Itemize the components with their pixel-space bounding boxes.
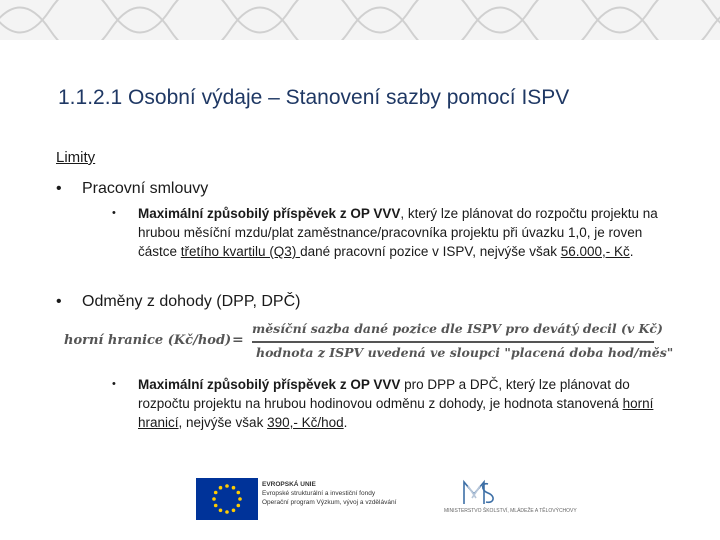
emphasis-text: Maximální způsobilý příspěvek z OP VVV bbox=[138, 206, 401, 221]
ministry-logo bbox=[444, 478, 577, 522]
body-text: , nejvýše však bbox=[178, 415, 268, 430]
header-pattern bbox=[0, 0, 720, 40]
sub-bullet-employment bbox=[112, 204, 672, 261]
formula-denominator: hodnota z ISPV uvedená ve sloupci "placená doba hod/měs" bbox=[256, 345, 674, 360]
eu-line2: Operační program Výzkum, vývoj a vzdělávání bbox=[262, 499, 397, 506]
eu-text bbox=[262, 480, 396, 507]
sub-bullet-dot: • bbox=[112, 378, 116, 390]
formula bbox=[64, 318, 674, 368]
section-heading-limity: Limity bbox=[56, 149, 96, 166]
ministry-name: MINISTERSTVO ŠKOLSTVÍ, MLÁDEŽE A TĚLOVÝCHOVY bbox=[444, 508, 577, 514]
body-text: . bbox=[629, 244, 634, 259]
body-text: , který lze plánovat do rozpočtu projektu na hrubou měsíční mzdu/plat zaměstnance/pracovníka projektu při úvazku 1,0, je roven částce bbox=[138, 206, 658, 259]
body-text: . bbox=[343, 415, 348, 430]
sub-bullet-dot: • bbox=[112, 207, 116, 219]
body-text: dané pracovní pozice v ISPV, nejvýše však bbox=[300, 244, 561, 259]
bullet-dot: • bbox=[56, 180, 62, 197]
eu-line1: Evropské strukturální a investiční fondy bbox=[262, 490, 376, 497]
bullet-label: Pracovní smlouvy bbox=[82, 180, 209, 197]
underlined-text: třetího kvartilu (Q3) bbox=[180, 244, 301, 259]
sub-bullet-agreements bbox=[112, 375, 672, 432]
sub-bullet-text bbox=[138, 204, 672, 261]
fraction-bar bbox=[252, 341, 654, 343]
eu-flag-logo bbox=[196, 478, 258, 520]
limit-amount: 56.000,- Kč bbox=[560, 244, 630, 259]
formula-lhs: horní hranice (Kč/hod) bbox=[64, 333, 232, 348]
bullet-odmeny-z-dohody bbox=[56, 293, 300, 311]
bullet-label: Odměny z dohody (DPP, DPČ) bbox=[82, 293, 301, 310]
bullet-pracovni-smlouvy bbox=[56, 180, 208, 198]
footer-logos bbox=[196, 478, 577, 522]
bullet-dot: • bbox=[56, 293, 62, 310]
sub-bullet-text bbox=[138, 375, 672, 432]
eu-title: EVROPSKÁ UNIE bbox=[262, 481, 316, 488]
limit-amount: 390,- Kč/hod bbox=[267, 415, 344, 430]
formula-equals: = bbox=[232, 332, 244, 348]
page-title: 1.1.2.1 Osobní výdaje – Stanovení sazby pomocí ISPV bbox=[58, 86, 570, 109]
body-text: pro DPP a DPČ, který lze plánovat do rozpočtu projektu na hrubou hodinovou odměnu z dohody, je hodnota stanovená bbox=[138, 377, 630, 411]
underlined-text: horní hranicí bbox=[138, 396, 654, 430]
formula-numerator: měsíční sazba dané pozice dle ISPV pro devátý decil (v Kč) bbox=[252, 321, 663, 336]
emphasis-text: Maximální způsobilý příspěvek z OP VVV bbox=[138, 377, 401, 392]
